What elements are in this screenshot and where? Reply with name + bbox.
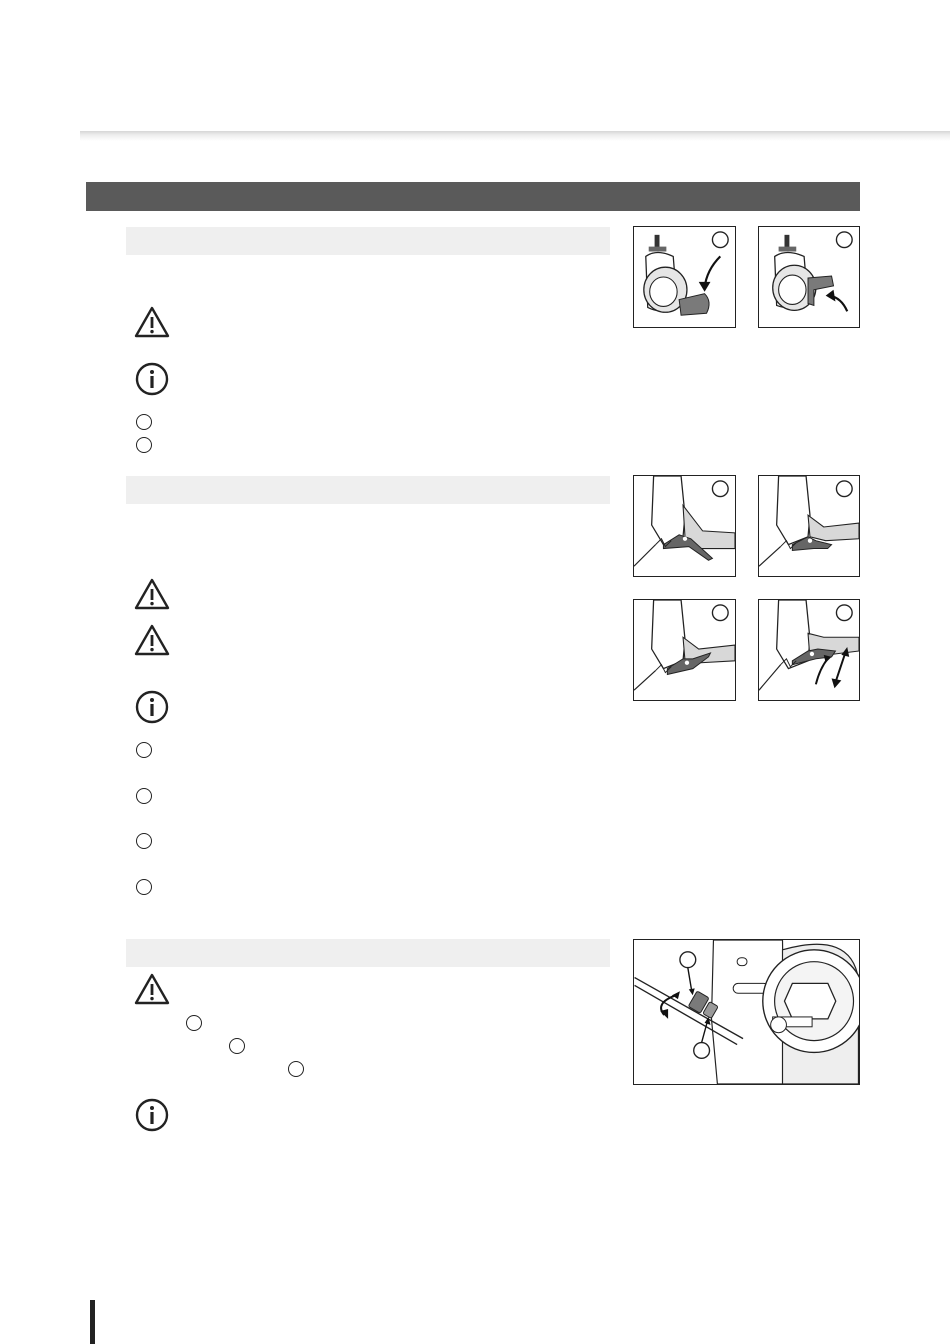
brake-lever-figure-2 — [758, 475, 860, 577]
warning-triangle-icon — [134, 624, 170, 656]
step-number-circle-icon — [136, 833, 152, 849]
warning-triangle-icon — [134, 578, 170, 610]
castor-lock-figure — [633, 226, 736, 328]
step-number-circle-icon — [136, 414, 152, 430]
brake-cable-adjuster-figure — [633, 939, 860, 1085]
warning-triangle-icon — [134, 306, 170, 338]
step-number-circle-icon — [229, 1038, 245, 1054]
brake-lever-figure-3 — [633, 599, 736, 701]
castor-unlock-figure — [758, 226, 860, 328]
info-circle-icon — [135, 362, 169, 396]
section-heading-bar — [86, 182, 860, 211]
brake-lever-figure-1 — [633, 475, 736, 577]
warning-triangle-icon — [134, 973, 170, 1005]
subsection-heading-brakes — [126, 476, 610, 504]
step-number-circle-icon — [136, 879, 152, 895]
subsection-heading-cable — [126, 939, 610, 967]
info-circle-icon — [135, 690, 169, 724]
step-number-circle-icon — [186, 1015, 202, 1031]
header-rule — [80, 131, 950, 141]
step-number-circle-icon — [136, 788, 152, 804]
info-circle-icon — [135, 1098, 169, 1132]
step-number-circle-icon — [136, 437, 152, 453]
subsection-heading-castors — [126, 227, 610, 255]
margin-marker — [90, 1300, 95, 1344]
step-number-circle-icon — [136, 742, 152, 758]
step-number-circle-icon — [288, 1061, 304, 1077]
brake-lever-figure-4 — [758, 599, 860, 701]
